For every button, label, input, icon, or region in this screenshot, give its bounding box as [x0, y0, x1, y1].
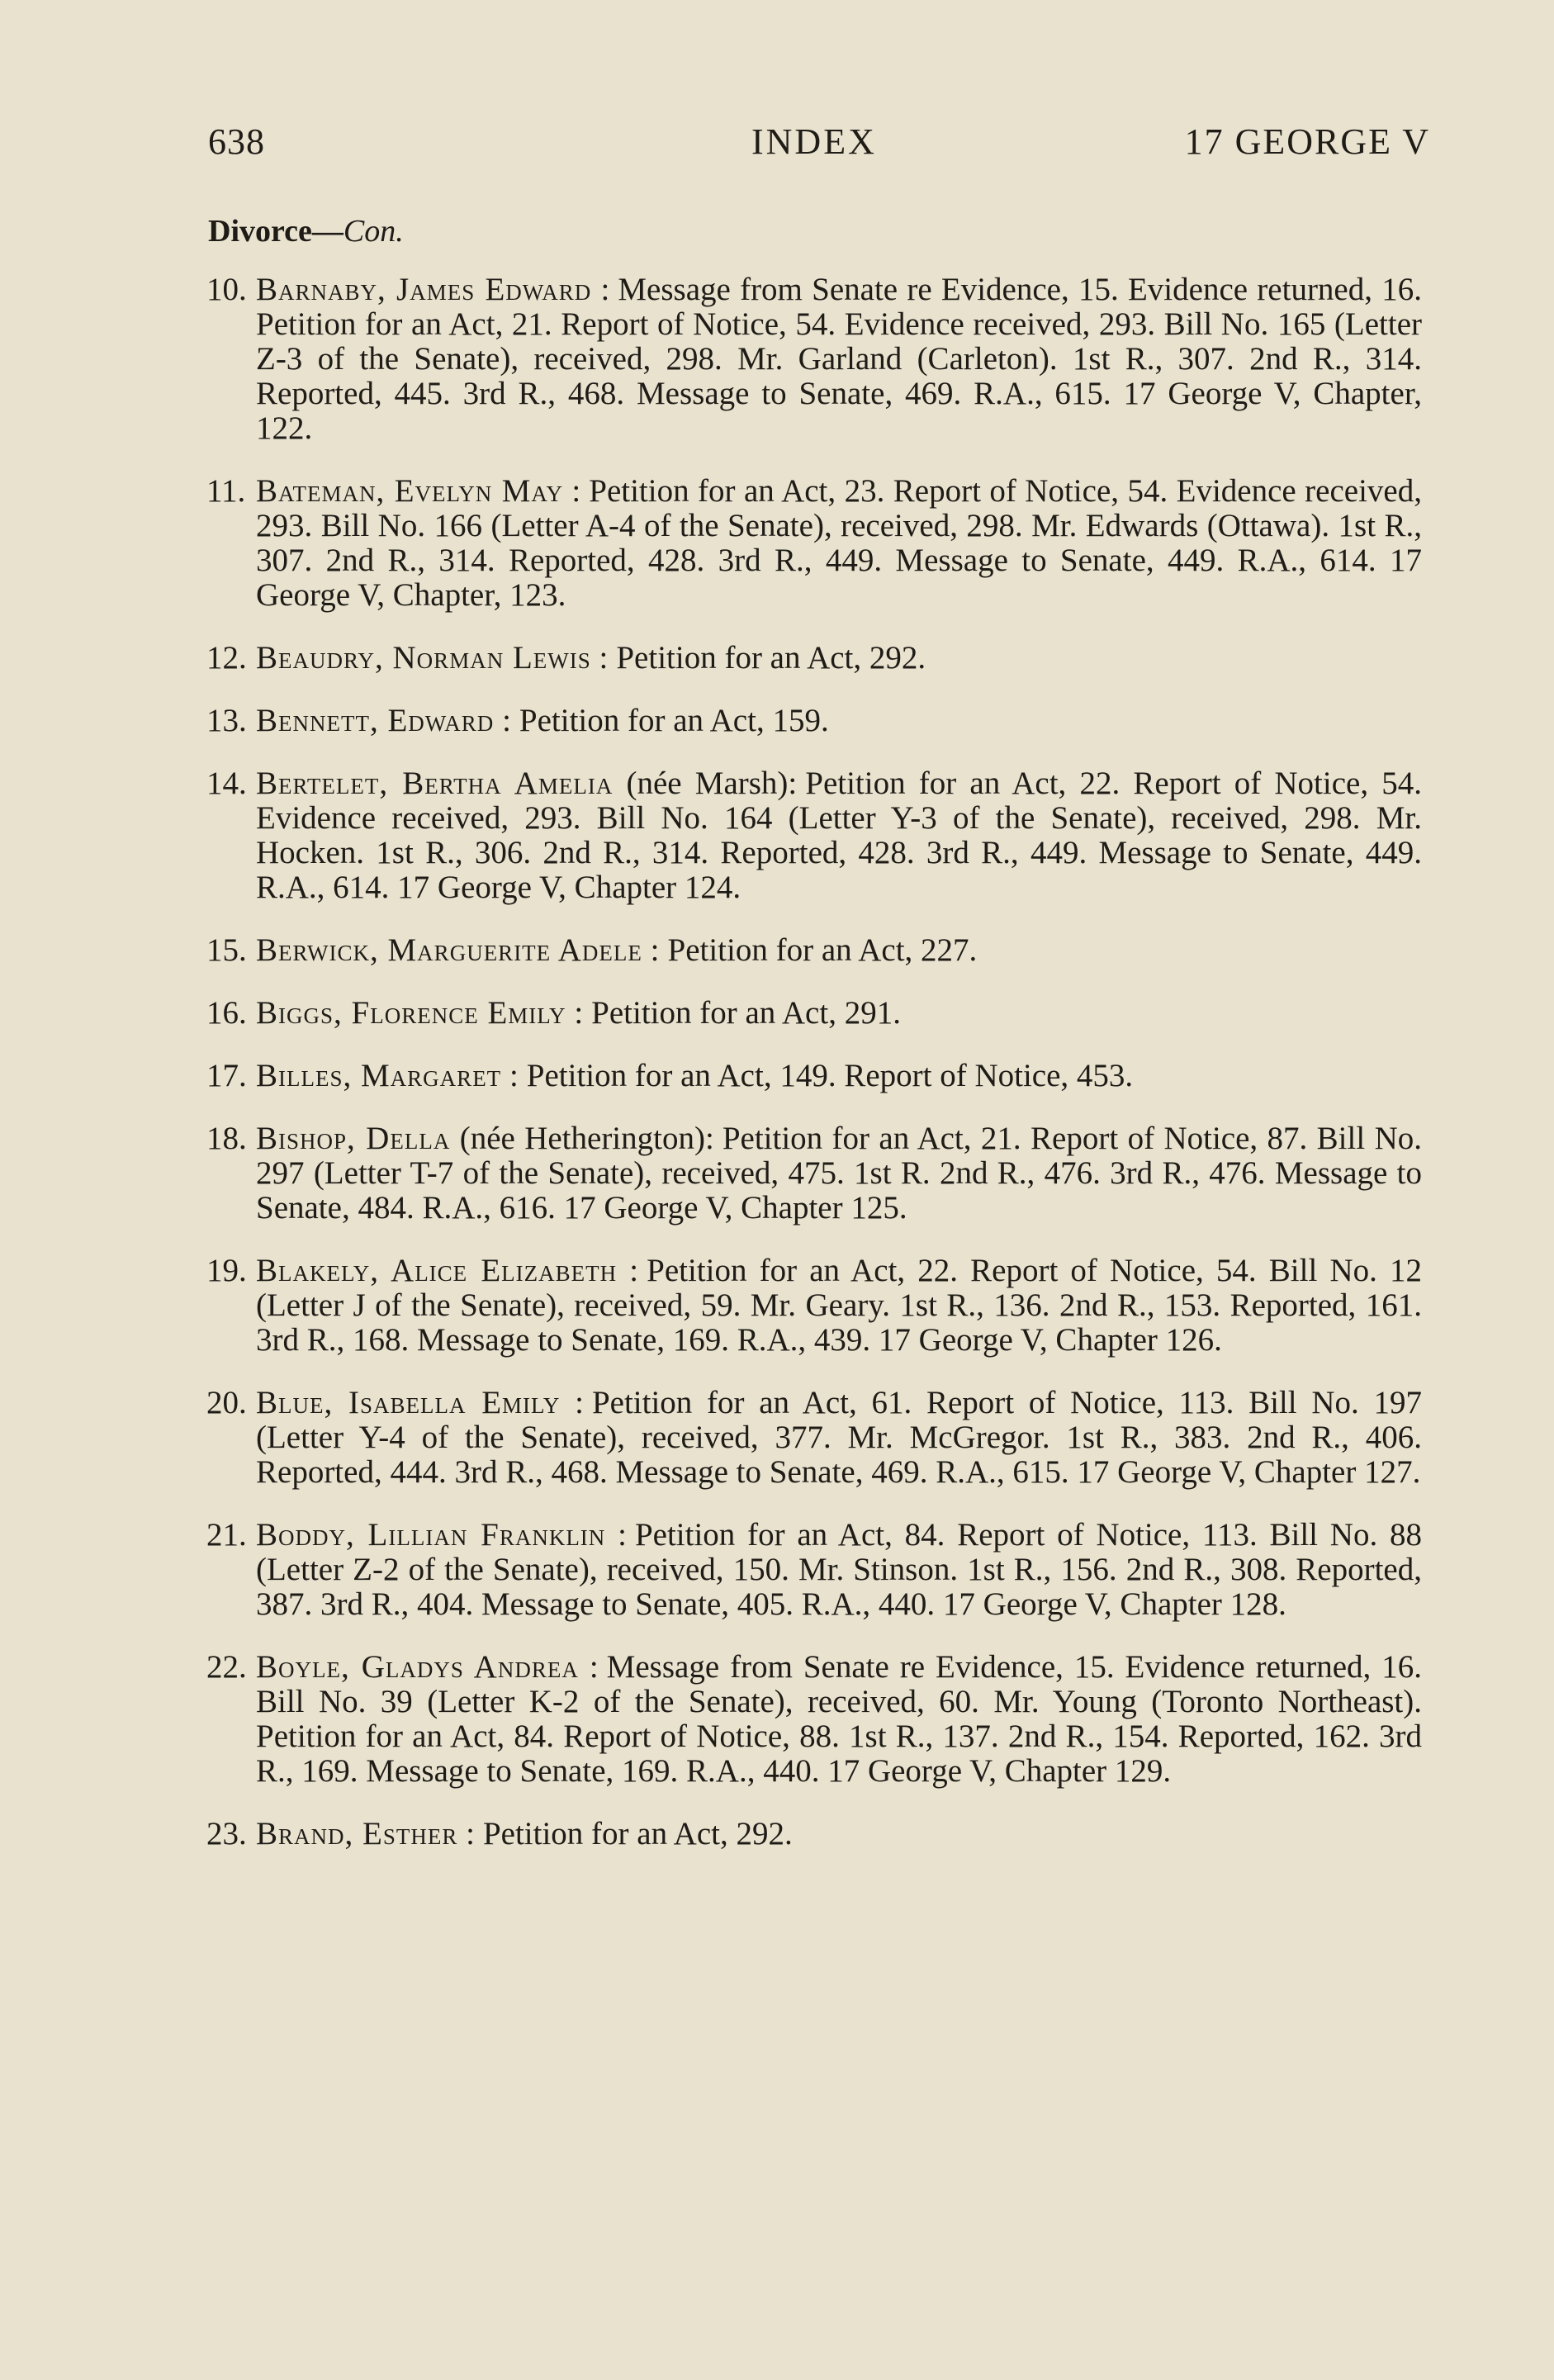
- entry-name: Brand, Esther: [256, 1816, 458, 1851]
- entry-name: Bertelet, Bertha Amelia: [256, 766, 614, 801]
- entry-separator: :: [575, 1385, 584, 1420]
- entry-number: 23.: [206, 1816, 247, 1851]
- entry-name: Boddy, Lillian Franklin: [256, 1517, 606, 1553]
- entry-text: Petition for an Act, 149. Report of Notice, 453.: [526, 1058, 1134, 1093]
- entry-text: Message from Senate re Evidence, 15. Evidence returned, 16. Bill No. 39 (Letter K-2 of the Senate), received, 60. Mr. Young (Toronto Northeast). Petition for an Act, 84. Report of Notice, 88. 1st R., 137. 2nd R., 154. Reported, 162. 3rd R., 169. Message to Senate, 169. R.A., 440. 17 George V, Chapter 129.: [256, 1649, 1422, 1789]
- volume-label: 17 GEORGE V: [1184, 121, 1430, 162]
- index-entry: [206, 1517, 1423, 1622]
- entry-separator: :: [618, 1517, 627, 1553]
- entry-separator: :: [599, 640, 609, 676]
- entry-text: Petition for an Act, 292.: [616, 640, 926, 676]
- entry-name: Blakely, Alice Elizabeth: [256, 1253, 618, 1288]
- entry-separator: (née Hetherington):: [459, 1121, 714, 1156]
- entry-number: 18.: [206, 1121, 247, 1156]
- entry-name: Biggs, Florence Emily: [256, 995, 566, 1031]
- entry-name: Boyle, Gladys Andrea: [256, 1649, 579, 1685]
- index-entry: [206, 1385, 1423, 1490]
- index-entry: [206, 703, 1422, 738]
- entry-name: Billes, Margaret: [256, 1058, 502, 1093]
- index-entry: [206, 1253, 1423, 1358]
- entry-separator: :: [574, 995, 584, 1031]
- entry-text: Petition for an Act, 21. Report of Notice, 87. Bill No. 297 (Letter T-7 of the Senate), received, 475. 1st R. 2nd R., 476. 3rd R., 476. Message to Senate, 484. R.A., 616. 17 George V, Chapter 125.: [256, 1121, 1422, 1226]
- entry-name: Beaudry, Norman Lewis: [256, 640, 591, 676]
- index-entry: [206, 766, 1423, 905]
- entry-text: Message from Senate re Evidence, 15. Evidence returned, 16. Petition for an Act, 21. Report of Notice, 54. Evidence received, 293. Bill No. 165 (Letter Z-3 of the Senate), received, 298. Mr. Garland (Carleton). 1st R., 307. 2nd R., 314. Reported, 445. 3rd R., 468. Message to Senate, 469. R.A., 615. 17 George V, Chapter, 122.: [256, 272, 1422, 446]
- entry-text: Petition for an Act, 159.: [519, 703, 829, 738]
- entry-number: 10.: [206, 272, 247, 307]
- index-entry: [206, 1649, 1422, 1789]
- entry-text: Petition for an Act, 61. Report of Notice, 113. Bill No. 197 (Letter Y-4 of the Senate), received, 377. Mr. McGregor. 1st R., 383. 2nd R., 406. Reported, 444. 3rd R., 468. Message to Senate, 469. R.A., 615. 17 George V, Chapter 127.: [256, 1385, 1423, 1490]
- entry-text: Petition for an Act, 227.: [667, 932, 978, 968]
- index-entry: [206, 272, 1422, 446]
- entry-number: 15.: [206, 932, 247, 968]
- entry-separator: :: [466, 1816, 475, 1851]
- index-entry: [206, 1816, 1422, 1851]
- entry-text: Petition for an Act, 22. Report of Notice, 54. Evidence received, 293. Bill No. 164 (Letter Y-3 of the Senate), received, 298. Mr. Hocken. 1st R., 306. 2nd R., 314. Reported, 428. 3rd R., 449. Message to Senate, 449. R.A., 614. 17 George V, Chapter 124.: [256, 766, 1423, 905]
- section-heading: [208, 213, 404, 249]
- entry-text: Petition for an Act, 291.: [591, 995, 901, 1031]
- entry-number: 20.: [206, 1385, 247, 1420]
- index-entry: [206, 932, 1422, 968]
- entry-number: 21.: [206, 1517, 247, 1553]
- entry-number: 12.: [206, 640, 247, 676]
- entry-text: Petition for an Act, 22. Report of Notice, 54. Bill No. 12 (Letter J of the Senate), received, 59. Mr. Geary. 1st R., 136. 2nd R., 153. Reported, 161. 3rd R., 168. Message to Senate, 169. R.A., 439. 17 George V, Chapter 126.: [256, 1253, 1423, 1358]
- entry-number: 13.: [206, 703, 247, 738]
- entry-text: Petition for an Act, 84. Report of Notice, 113. Bill No. 88 (Letter Z-2 of the Senate), received, 150. Mr. Stinson. 1st R., 156. 2nd R., 308. Reported, 387. 3rd R., 404. Message to Senate, 405. R.A., 440. 17 George V, Chapter 128.: [256, 1517, 1423, 1622]
- entry-number: 22.: [206, 1649, 247, 1685]
- section-separator: —: [311, 214, 343, 249]
- entry-separator: :: [600, 272, 610, 307]
- entry-separator: :: [650, 932, 660, 968]
- entry-text: Petition for an Act, 23. Report of Notice, 54. Evidence received, 293. Bill No. 166 (Letter A-4 of the Senate), received, 298. Mr. Edwards (Ottawa). 1st R., 307. 2nd R., 314. Reported, 428. 3rd R., 449. Message to Senate, 449. R.A., 614. 17 George V, Chapter, 123.: [256, 473, 1422, 613]
- index-entry: [206, 1121, 1422, 1226]
- entry-separator: :: [502, 703, 511, 738]
- section-continued: Con.: [343, 214, 404, 249]
- entry-name: Bennett, Edward: [256, 703, 495, 738]
- entry-name: Bateman, Evelyn May: [256, 473, 563, 509]
- entry-number: 11.: [206, 473, 246, 509]
- entry-name: Bishop, Della: [256, 1121, 451, 1156]
- entry-separator: :: [571, 473, 581, 509]
- entry-number: 16.: [206, 995, 247, 1031]
- entry-separator: :: [589, 1649, 599, 1685]
- section-title: Divorce: [208, 214, 312, 249]
- entry-number: 14.: [206, 766, 247, 801]
- page-header-title: INDEX: [751, 121, 877, 162]
- entry-separator: (née Marsh):: [626, 766, 798, 801]
- entry-name: Berwick, Marguerite Adele: [256, 932, 642, 968]
- entry-name: Barnaby, James Edward: [256, 272, 592, 307]
- entry-number: 19.: [206, 1253, 247, 1288]
- index-entry: [206, 995, 1422, 1031]
- index-entry: [206, 1058, 1422, 1093]
- index-entries: [206, 272, 1423, 1880]
- entry-separator: :: [509, 1058, 519, 1093]
- index-entry: [206, 473, 1422, 613]
- entry-text: Petition for an Act, 292.: [482, 1816, 793, 1851]
- entry-separator: :: [629, 1253, 639, 1288]
- entry-number: 17.: [206, 1058, 247, 1093]
- index-entry: [206, 640, 1422, 676]
- page-number: 638: [208, 121, 265, 162]
- entry-name: Blue, Isabella Emily: [256, 1385, 561, 1420]
